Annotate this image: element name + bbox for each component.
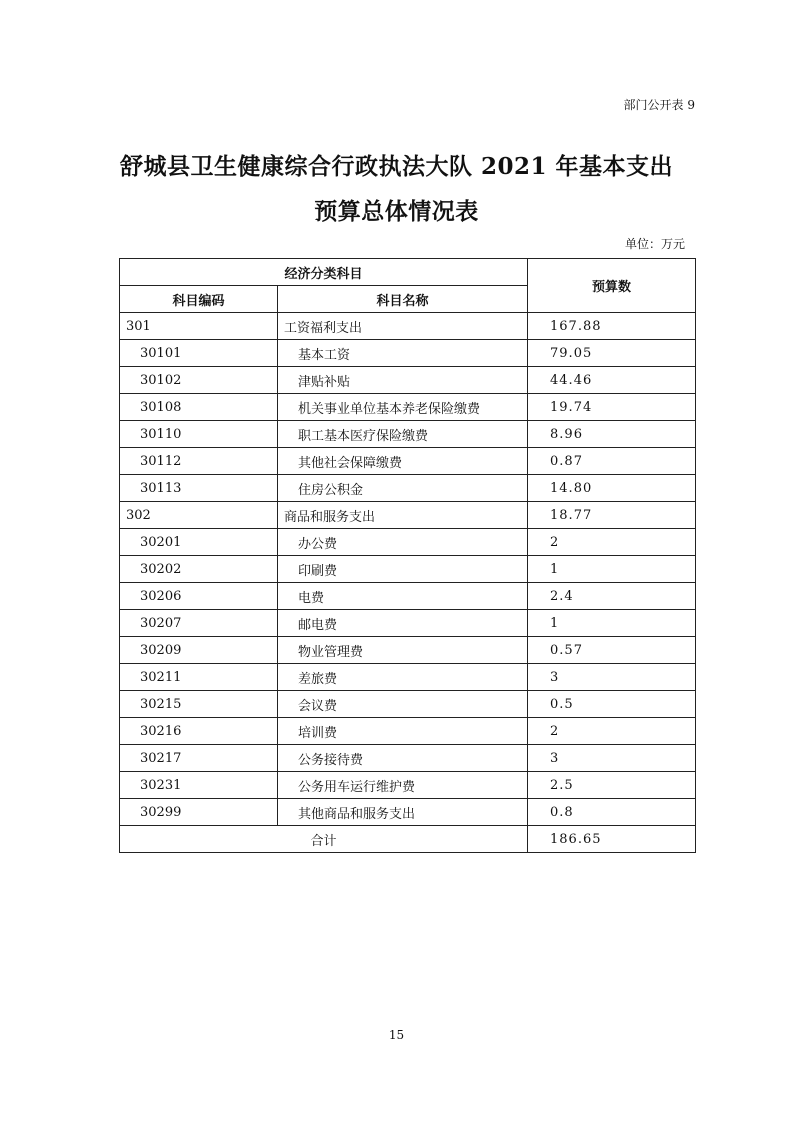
row-code: 30202: [120, 556, 278, 583]
name-header: 科目名称: [278, 286, 528, 313]
row-code: 30108: [120, 394, 278, 421]
table-row: [120, 610, 696, 637]
row-code: 30101: [120, 340, 278, 367]
page-number: 15: [388, 1028, 405, 1042]
row-amount: 3: [528, 664, 696, 691]
row-name: 邮电费: [278, 610, 528, 637]
row-name: 培训费: [278, 718, 528, 745]
row-code: 30217: [120, 745, 278, 772]
row-name: 其他商品和服务支出: [278, 799, 528, 826]
row-name: 基本工资: [278, 340, 528, 367]
row-name: 会议费: [278, 691, 528, 718]
row-name: 电费: [278, 583, 528, 610]
table-row: [120, 664, 696, 691]
row-code: 30112: [120, 448, 278, 475]
row-code: 301: [120, 313, 278, 340]
table-row: [120, 367, 696, 394]
row-code: 30201: [120, 529, 278, 556]
budget-table: [119, 258, 696, 853]
row-amount: 14.80: [528, 475, 696, 502]
row-amount: 0.87: [528, 448, 696, 475]
row-amount: 8.96: [528, 421, 696, 448]
table-row: [120, 556, 696, 583]
row-code: 30216: [120, 718, 278, 745]
row-amount: 167.88: [528, 313, 696, 340]
total-label: 合计: [120, 826, 528, 853]
page-title: 舒城县卫生健康综合行政执法大队 2021 年基本支出: [119, 153, 674, 180]
row-code: 30211: [120, 664, 278, 691]
table-row: [120, 313, 696, 340]
table-row: [120, 340, 696, 367]
row-code: 30207: [120, 610, 278, 637]
table-row: [120, 772, 696, 799]
unit-label: 单位：万元: [624, 237, 685, 251]
row-name: 物业管理费: [278, 637, 528, 664]
table-row: [120, 475, 696, 502]
total-row: [120, 826, 696, 853]
row-code: 30110: [120, 421, 278, 448]
row-name: 津贴补贴: [278, 367, 528, 394]
code-header: 科目编码: [120, 286, 278, 313]
row-code: 30215: [120, 691, 278, 718]
row-name: 公务用车运行维护费: [278, 772, 528, 799]
table-row: [120, 529, 696, 556]
page-subtitle: 预算总体情况表: [314, 198, 479, 225]
row-amount: 18.77: [528, 502, 696, 529]
table-row: [120, 502, 696, 529]
row-code: 30102: [120, 367, 278, 394]
row-name: 印刷费: [278, 556, 528, 583]
row-name: 办公费: [278, 529, 528, 556]
table-row: [120, 583, 696, 610]
row-amount: 2: [528, 718, 696, 745]
row-amount: 79.05: [528, 340, 696, 367]
table-label: 部门公开表 9: [623, 98, 695, 112]
row-name: 其他社会保障缴费: [278, 448, 528, 475]
row-name: 住房公积金: [278, 475, 528, 502]
row-code: 30209: [120, 637, 278, 664]
row-code: 30206: [120, 583, 278, 610]
total-amount: 186.65: [528, 826, 696, 853]
table-row: [120, 448, 696, 475]
row-name: 工资福利支出: [278, 313, 528, 340]
row-amount: 1: [528, 556, 696, 583]
row-name: 机关事业单位基本养老保险缴费: [278, 394, 528, 421]
table-row: [120, 421, 696, 448]
table-row: [120, 799, 696, 826]
row-name: 商品和服务支出: [278, 502, 528, 529]
row-amount: 2.4: [528, 583, 696, 610]
row-code: 30113: [120, 475, 278, 502]
table-row: [120, 718, 696, 745]
row-amount: 0.5: [528, 691, 696, 718]
group-header: 经济分类科目: [120, 259, 528, 286]
row-amount: 19.74: [528, 394, 696, 421]
table-row: [120, 691, 696, 718]
row-name: 差旅费: [278, 664, 528, 691]
amount-header: 预算数: [528, 259, 696, 313]
row-amount: 2: [528, 529, 696, 556]
table-row: [120, 394, 696, 421]
row-amount: 2.5: [528, 772, 696, 799]
table-row: [120, 745, 696, 772]
row-name: 公务接待费: [278, 745, 528, 772]
table-row: [120, 637, 696, 664]
table-body: [120, 313, 696, 826]
row-amount: 0.8: [528, 799, 696, 826]
row-code: 302: [120, 502, 278, 529]
row-amount: 44.46: [528, 367, 696, 394]
row-amount: 0.57: [528, 637, 696, 664]
row-name: 职工基本医疗保险缴费: [278, 421, 528, 448]
row-amount: 3: [528, 745, 696, 772]
row-code: 30231: [120, 772, 278, 799]
row-amount: 1: [528, 610, 696, 637]
row-code: 30299: [120, 799, 278, 826]
